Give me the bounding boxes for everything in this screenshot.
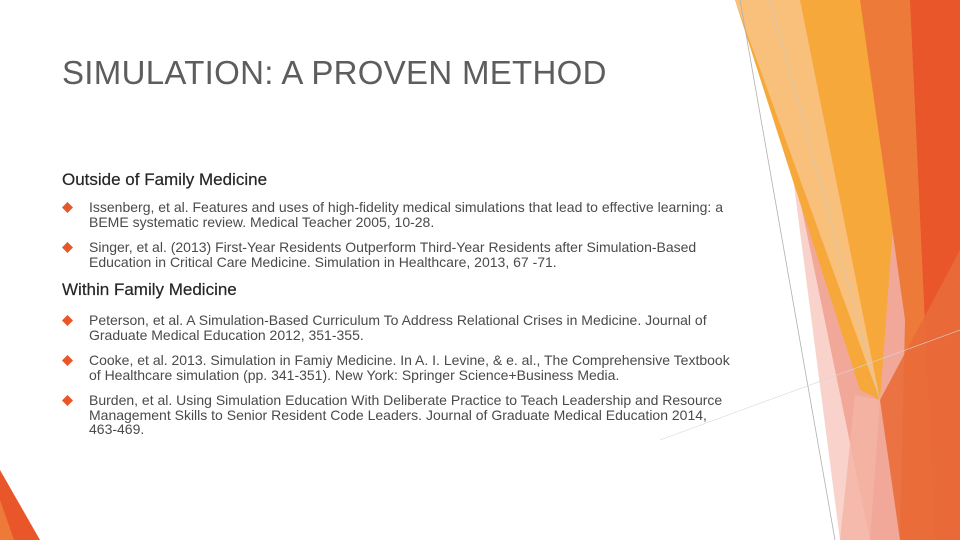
section-heading-outside: Outside of Family Medicine [62, 170, 268, 189]
diamond-bullet-icon [62, 202, 73, 213]
list-item [62, 240, 732, 269]
list-item [62, 353, 732, 382]
reference-list-within [62, 313, 732, 437]
reference-text: Burden, et al. Using Simulation Education With Deliberate Practice to Teach Leadership and Resource Management Skills to Senior Resident Code Leaders. Journal of Graduate Medical Education 2014, 463-469. [89, 392, 723, 437]
reference-text: Peterson, et al. A Simulation-Based Curriculum To Address Relational Crises in Medicine. Journal of Graduate Medical Education 2012, 351-355. [89, 312, 707, 343]
list-item [62, 200, 732, 229]
slide-title: SIMULATION: A PROVEN METHOD [62, 54, 607, 91]
reference-text: Singer, et al. (2013) First-Year Residents Outperform Third-Year Residents after Simulation-Based Education in Critical Care Medicine. Simulation in Healthcare, 2013, 67 -71. [89, 239, 697, 270]
list-item [62, 393, 732, 437]
reference-text: Cooke, et al. 2013. Simulation in Famiy Medicine. In A. I. Levine, & e. al., The Comprehensive Textbook of Healthcare simulation (pp. 341-351). New York: Springer Science+Business Media. [89, 352, 730, 383]
reference-text: Issenberg, et al. Features and uses of high-fidelity medical simulations that lead to effective learning: a BEME systematic review. Medical Teacher 2005, 10-28. [89, 199, 723, 230]
section-heading-within: Within Family Medicine [62, 280, 237, 299]
list-item [62, 313, 732, 342]
diamond-bullet-icon [62, 355, 73, 366]
diamond-bullet-icon [62, 242, 73, 253]
diamond-bullet-icon [62, 395, 73, 406]
diamond-bullet-icon [62, 315, 73, 326]
reference-list-outside [62, 200, 732, 269]
slide-content [62, 170, 732, 448]
